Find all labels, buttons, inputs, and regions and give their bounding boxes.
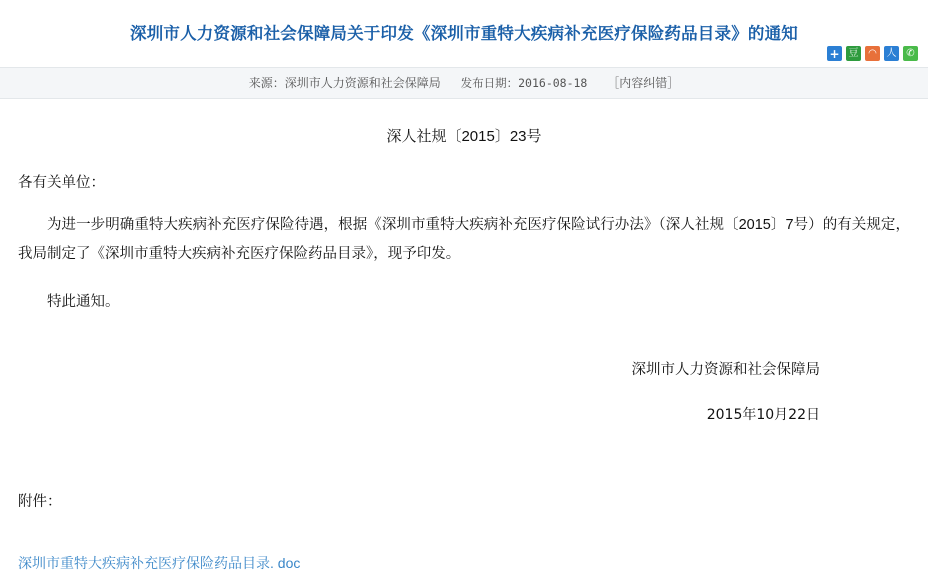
meta-publish-date: 发布日期：2016-08-18: [460, 76, 588, 91]
salutation: 各有关单位：: [18, 174, 105, 191]
document-page: [0, 11, 928, 572]
add-share-icon[interactable]: +: [827, 46, 842, 61]
page-title: 深圳市人力资源和社会保障局关于印发《深圳市重特大疾病补充医疗保险药品目录》的通知: [130, 25, 798, 44]
meta-source: 来源：深圳市人力资源和社会保障局: [248, 76, 441, 91]
wechat-share-icon[interactable]: ✆: [903, 46, 918, 61]
rss-subscribe-icon[interactable]: ◠: [865, 46, 880, 61]
signature-organization: 深圳市人力资源和社会保障局: [631, 361, 820, 378]
douban-share-icon[interactable]: 豆: [846, 46, 861, 61]
document-body: [0, 123, 928, 579]
share-icon-group: [827, 46, 918, 61]
body-paragraph-1: 为进一步明确重特大疾病补充医疗保险待遇，根据《深圳市重特大疾病补充医疗保险试行办法》（深人社规〔2015〕7号）的有关规定，我局制定了《深圳市重特大疾病补充医疗保险药品目录》，现予印发。: [18, 217, 910, 263]
content-correction-link[interactable]: ［内容纠错］: [607, 76, 680, 91]
signature-date: 2015年10月22日: [706, 407, 820, 424]
renren-share-icon[interactable]: 人: [884, 46, 899, 61]
document-number: 深人社规〔2015〕23号: [386, 128, 542, 146]
attachment-link[interactable]: 深圳市重特大疾病补充医疗保险药品目录. doc: [18, 555, 301, 572]
attachment-label: 附件：: [18, 493, 62, 510]
document-meta-bar: [0, 46, 928, 99]
body-paragraph-2: 特此通知。: [47, 294, 120, 311]
